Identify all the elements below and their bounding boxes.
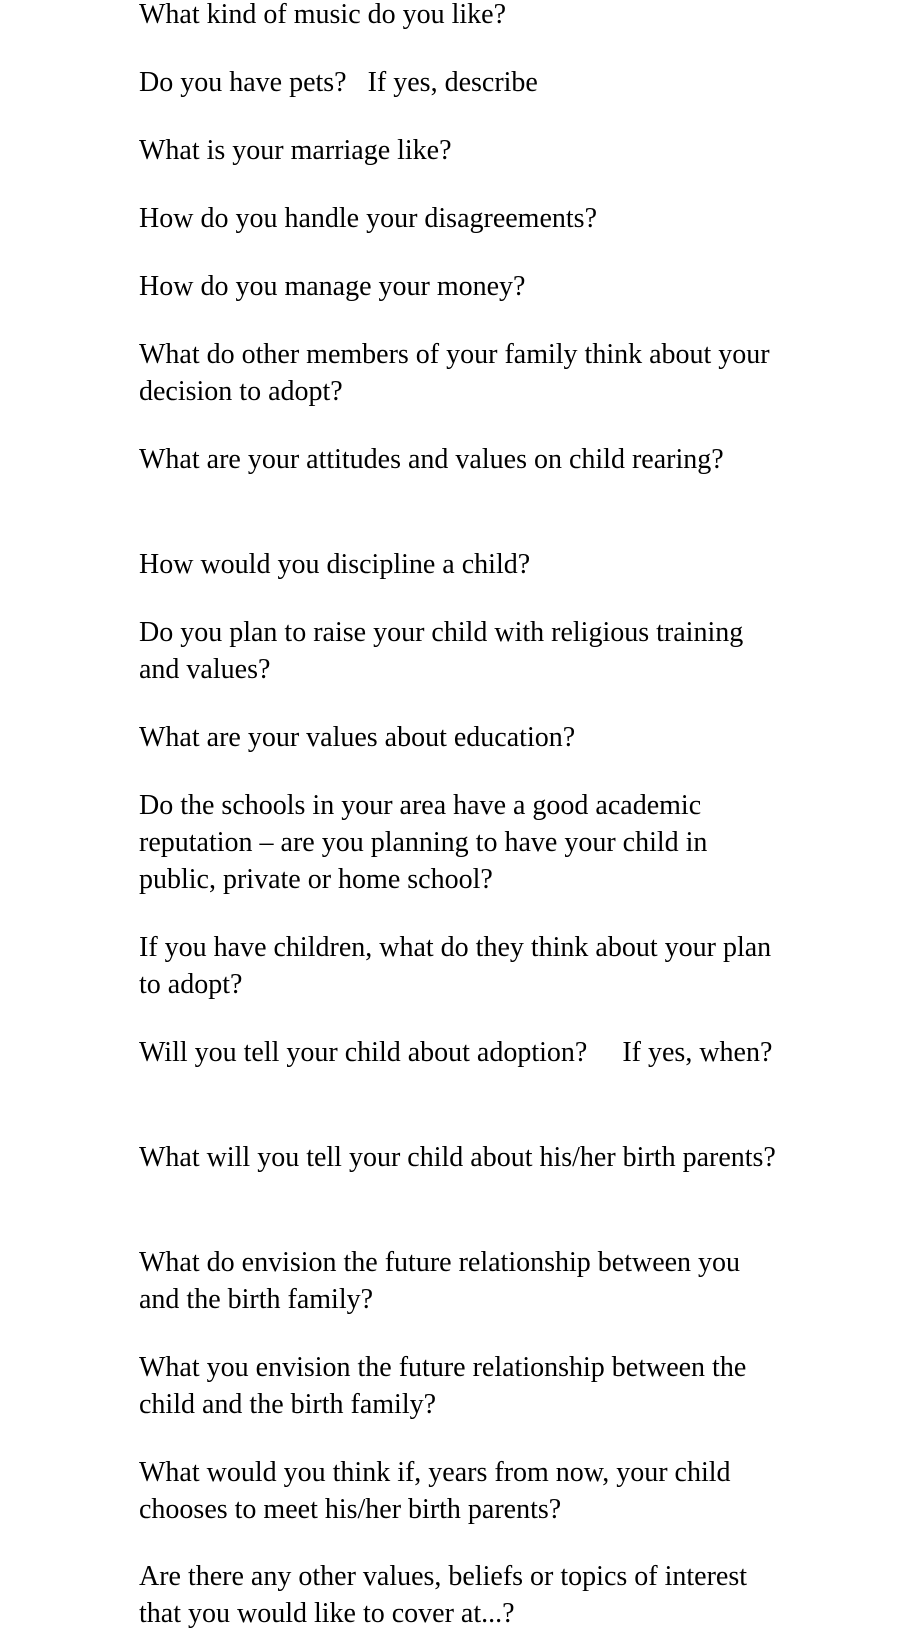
question-religion: Do you plan to raise your child with religious training and values? [139, 617, 751, 685]
question-pets: Do you have pets? If yes, describe [139, 67, 538, 98]
question-family-opinion: What do other members of your family think about your decision to adopt? [139, 339, 777, 407]
question-relationship-you-birth-family: What do envision the future relationship between you and the birth family? [139, 1247, 748, 1315]
question-disagreements: How do you handle your disagreements? [139, 203, 597, 234]
question-meet-birth-parents: What would you think if, years from now, your child chooses to meet his/her birth parents? [139, 1457, 738, 1525]
question-education-values: What are your values about education? [139, 722, 576, 753]
question-child-rearing: What are your attitudes and values on child rearing? [139, 444, 724, 475]
question-tell-about-adoption: Will you tell your child about adoption? If yes, when? [139, 1037, 773, 1068]
question-birth-parents-story: What will you tell your child about his/her birth parents? [139, 1142, 776, 1173]
question-discipline: How would you discipline a child? [139, 549, 531, 580]
question-marriage: What is your marriage like? [139, 135, 452, 166]
question-money: How do you manage your money? [139, 271, 526, 302]
question-other-topics: Are there any other values, beliefs or topics of interest that you would like to cover at...? [139, 1561, 755, 1629]
question-schools: Do the schools in your area have a good academic reputation – are you planning to have your child in public, private or home school? [139, 790, 715, 895]
question-relationship-child-birth-family: What you envision the future relationship between the child and the birth family? [139, 1352, 754, 1420]
question-music: What kind of music do you like? [139, 0, 507, 30]
question-children-opinion: If you have children, what do they think about your plan to adopt? [139, 932, 779, 1000]
